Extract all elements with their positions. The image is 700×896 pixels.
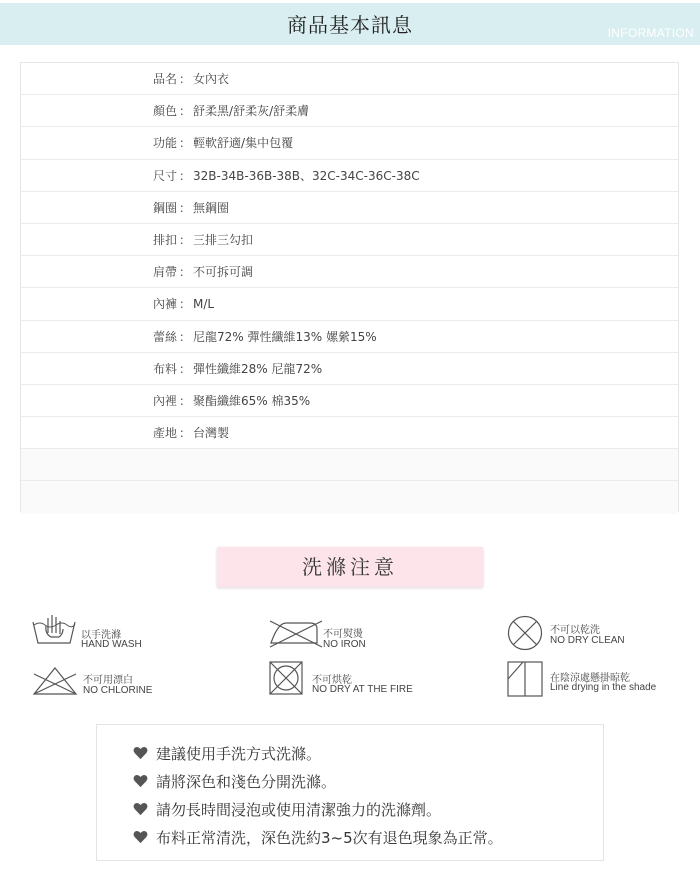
spec-row	[21, 224, 678, 256]
care-cn-label: 以手洗滌	[81, 630, 121, 641]
care-cn-label: 不可烘乾	[312, 675, 352, 686]
wash-title: 洗滌注意	[217, 547, 483, 587]
care-line-dry-shade	[506, 660, 700, 700]
spec-value: 舒柔黑/舒柔灰/舒柔膚	[193, 104, 310, 119]
care-hand-wash	[31, 612, 231, 652]
note-item	[133, 739, 603, 767]
care-no-bleach	[31, 665, 231, 701]
spec-value: 聚酯纖維65% 棉35%	[193, 393, 311, 408]
spec-separator: ：	[179, 361, 192, 376]
spec-row	[21, 321, 678, 353]
care-cn-label: 不可用漂白	[83, 675, 133, 686]
care-en-label: Line drying in the shade	[550, 682, 657, 693]
spec-label: 功能	[153, 136, 178, 151]
line-dry-shade-icon	[506, 660, 544, 698]
note-item	[133, 795, 603, 823]
heart-icon	[133, 830, 148, 844]
care-no-tumble-dry	[268, 660, 468, 700]
care-en-label: NO IRON	[323, 639, 366, 650]
spec-row	[21, 95, 678, 127]
care-cn-label: 在陰涼處懸掛晾乾	[550, 673, 630, 684]
spec-separator: ：	[179, 200, 192, 215]
spec-separator: ：	[179, 297, 192, 312]
spec-separator: ：	[179, 233, 192, 248]
spec-value: 台灣製	[193, 426, 230, 441]
care-en-label: HAND WASH	[81, 639, 142, 650]
note-text: 布料正常清洗，深色洗約3~5次有退色現象為正常。	[156, 828, 503, 847]
no-dry-clean-icon	[506, 614, 544, 652]
spec-label: 品名	[153, 72, 178, 87]
care-cn-label: 不可熨燙	[323, 629, 363, 640]
spec-label: 肩帶	[153, 265, 178, 280]
note-item	[133, 823, 603, 851]
spec-label: 排扣	[153, 233, 178, 248]
spec-label: 顏色	[153, 104, 178, 119]
spec-separator: ：	[179, 104, 192, 119]
spec-label: 產地	[153, 426, 178, 441]
care-notes	[96, 724, 604, 861]
care-en-label: NO DRY CLEAN	[550, 635, 625, 646]
spec-row	[21, 353, 678, 385]
spec-label: 蕾絲	[153, 329, 178, 344]
care-cn-label: 不可以乾洗	[550, 625, 600, 636]
spec-row	[21, 385, 678, 417]
spec-row	[21, 192, 678, 224]
page-title: 商品基本訊息	[287, 13, 413, 37]
heart-icon	[133, 746, 148, 760]
spec-separator: ：	[179, 72, 192, 87]
spec-label: 布料	[153, 361, 178, 376]
spec-value: 尼龍72% 彈性纖維13% 嫘縈15%	[193, 329, 377, 344]
spec-separator: ：	[179, 168, 192, 183]
spec-label: 鋼圈	[153, 200, 178, 215]
care-no-iron	[268, 617, 468, 657]
heart-icon	[133, 802, 148, 816]
spec-value: 32B-34B-36B-38B、32C-34C-36C-38C	[193, 168, 420, 183]
spec-row	[21, 256, 678, 288]
spec-separator: ：	[179, 265, 192, 280]
page-subtitle: INFORMATION	[607, 26, 694, 40]
care-en-label: NO DRY AT THE FIRE	[312, 684, 413, 695]
no-iron-icon	[268, 617, 324, 651]
spec-table	[20, 62, 679, 512]
spec-value: 無鋼圈	[193, 200, 230, 215]
spec-separator: ：	[179, 329, 192, 344]
spec-value: 不可拆可調	[193, 265, 254, 280]
no-bleach-icon	[31, 665, 79, 697]
spec-label: 內裡	[153, 393, 178, 408]
spec-value: 三排三勾扣	[193, 233, 254, 248]
spec-separator: ：	[179, 393, 192, 408]
no-tumble-dry-icon	[268, 660, 304, 696]
note-item	[133, 767, 603, 795]
spec-row-empty	[21, 449, 678, 481]
spec-separator: ：	[179, 136, 192, 151]
note-text: 請將深色和淺色分開洗滌。	[156, 772, 337, 791]
note-text: 建議使用手洗方式洗滌。	[156, 744, 322, 763]
spec-row	[21, 127, 678, 159]
spec-value: 輕軟舒適/集中包覆	[193, 136, 294, 151]
spec-row	[21, 417, 678, 449]
spec-label: 內褲	[153, 297, 178, 312]
spec-separator: ：	[179, 426, 192, 441]
hand-wash-icon	[31, 612, 77, 648]
note-text: 請勿長時間浸泡或使用清潔強力的洗滌劑。	[156, 800, 442, 819]
spec-label: 尺寸	[153, 168, 178, 183]
spec-value: 彈性纖維28% 尼龍72%	[193, 361, 323, 376]
spec-row-empty	[21, 481, 678, 513]
spec-value: M/L	[193, 296, 215, 311]
heart-icon	[133, 774, 148, 788]
spec-row	[21, 160, 678, 192]
spec-value: 女內衣	[193, 72, 230, 87]
spec-row	[21, 288, 678, 320]
care-no-dry-clean	[506, 614, 696, 654]
care-en-label: NO CHLORINE	[83, 685, 153, 696]
spec-row	[21, 63, 678, 95]
